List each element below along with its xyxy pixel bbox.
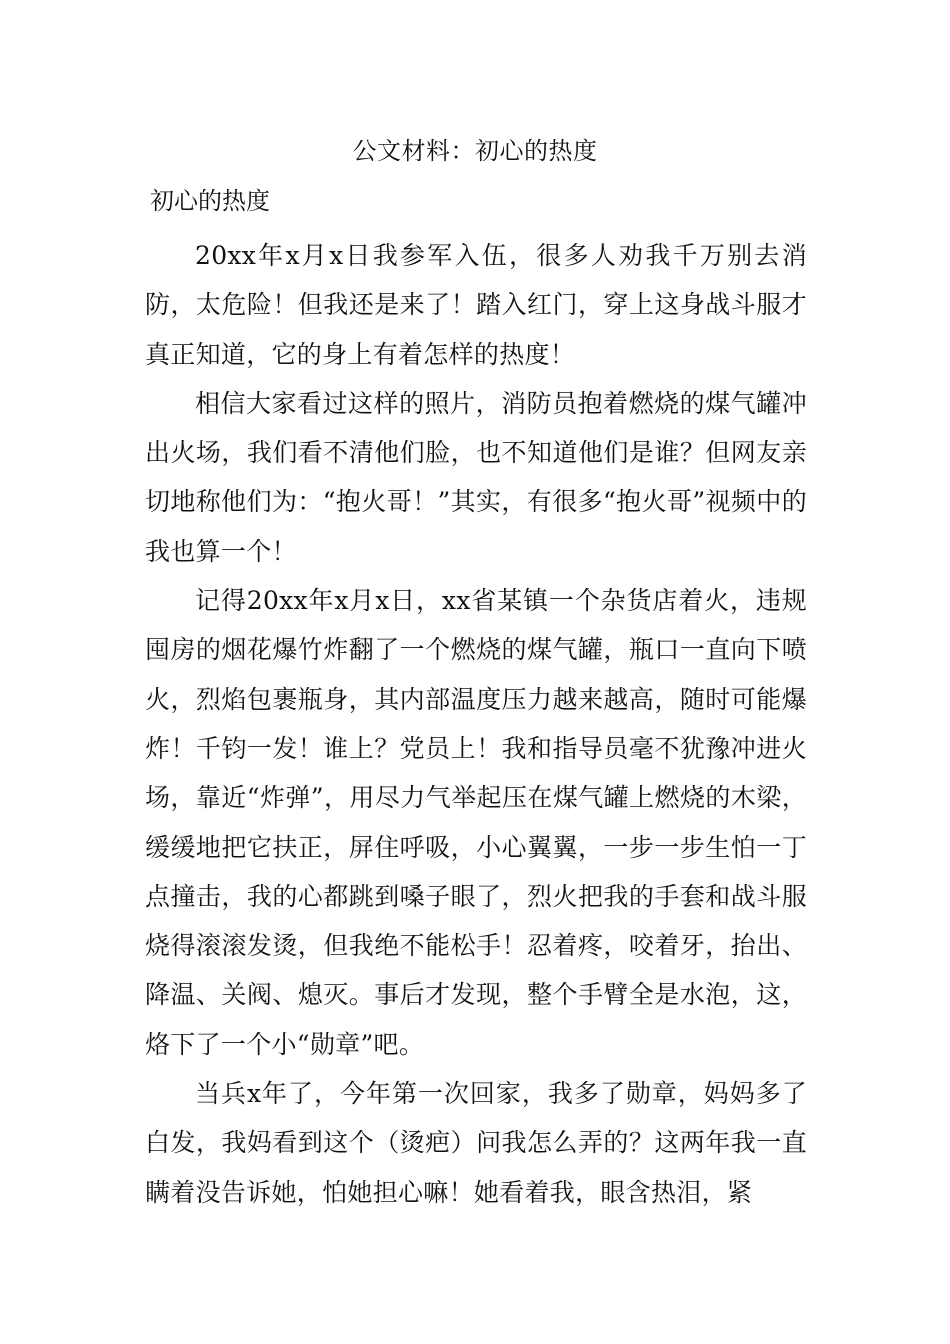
document-subtitle: 初心的热度	[150, 187, 270, 215]
paragraph-1: 20xx年x月x日我参军入伍，很多人劝我千万别去消防，太危险！但我还是来了！踏入红门，穿上这身战斗服才真正知道，它的身上有着怎样的热度！	[145, 241, 807, 369]
paragraph-3: 记得20xx年x月x日，xx省某镇一个杂货店着火，违规囤房的烟花爆竹炸翻了一个燃烧的煤气罐，瓶口一直向下喷火，烈焰包裹瓶身，其内部温度压力越来越高，随时可能爆炸！千钧一发！谁上？党员上！我和指导员毫不犹豫冲进火场，靠近“炸弹”，用尽力气举起压在煤气罐上燃烧的木梁，缓缓地把它扶正，屏住呼吸，小心翼翼，一步一步生怕一丁点撞击，我的心都跳到嗓子眼了，烈火把我的手套和战斗服烧得滚滚发烫，但我绝不能松手！忍着疼，咬着牙，抬出、降温、关阀、熄灭。事后才发现，整个手臂全是水泡，这，烙下了一个小“勋章”吧。	[145, 586, 807, 1059]
paragraph-4: 当兵x年了，今年第一次回家，我多了勋章，妈妈多了白发，我妈看到这个（烫疤）问我怎么弄的？这两年我一直瞒着没告诉她，怕她担心嘛！她看着我，眼含热泪，紧	[145, 1079, 807, 1207]
document-body	[145, 231, 807, 1217]
document-title: 公文材料：初心的热度	[352, 137, 598, 165]
paragraph-2: 相信大家看过这样的照片，消防员抱着燃烧的煤气罐冲出火场，我们看不清他们脸，也不知道他们是谁？但网友亲切地称他们为：“抱火哥！”其实，有很多“抱火哥”视频中的我也算一个！	[145, 388, 807, 566]
